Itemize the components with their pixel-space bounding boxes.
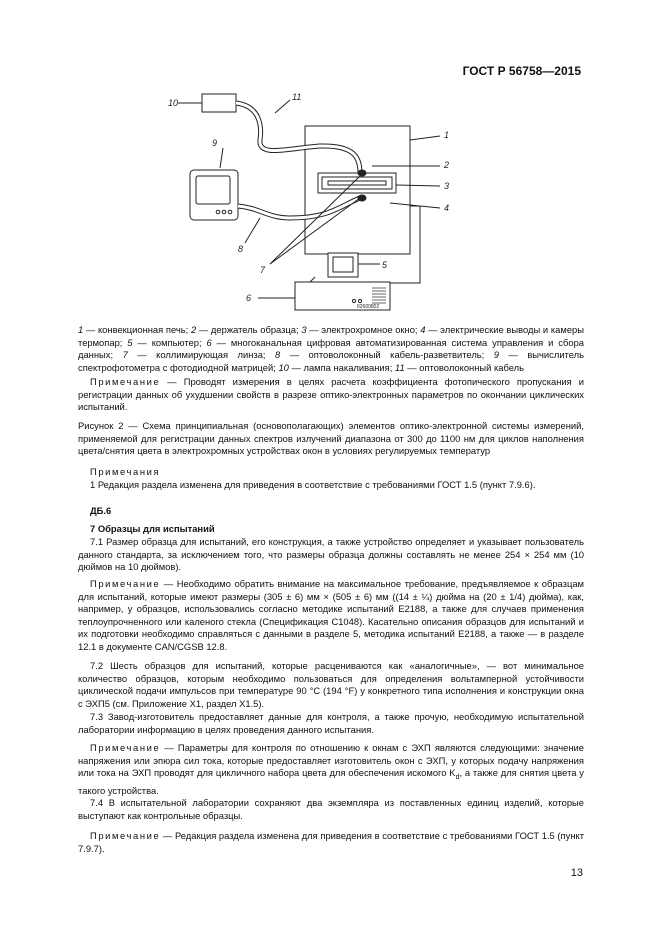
paragraph-7-4: 7.4 В испытательной лаборатории сохраняют два экземпляра из поставленных единиц изделий, которые выступают как контрольные образцы. [78,797,584,821]
note-7-4: Примечание — Редакция раздела изменена для приведения в соответствие с требованиями ГОСТ 1.5 (пункт 7.9.7). [78,830,584,854]
notes-heading: Примечания [90,466,161,477]
note-1: 1 Редакция раздела изменена для приведения в соответствие с требованиями ГОСТ 1.5 (пункт 7.9.6). [90,479,536,490]
legend-text: — многоканальная цифровая автоматизированная система управления и сбора данных; [78,336,584,361]
note-7-1: Примечание — Необходимо обратить внимание на максимальное требование, предъявляемое к образцам для испытаний, которые имеют размеры (305 ± 6) мм × (505 ± 6) мм ((14 ± ¼) дюйма на (20 ± 1/4) дюйма), как, например, у образцов, использовались согласно методике испытаний Е2188, а также для случаев применения теплоупрочненного или каленого стекла (Спецификация С1048). Касательно описания образцов для испытаний и их подготовки необходимо справляться с данными в разделе 5, методика испытаний Е2188, а также — в разделе 12.1 в документе CAN/CGSB 12.8. [78,578,584,652]
section-code: ДБ.6 [90,505,112,516]
callout-5: 5 [382,260,388,270]
figure-image-code: 62600802 [357,304,380,310]
figure-legend [78,324,584,374]
legend-number: 1 [78,324,84,335]
legend-number: 8 [275,349,281,361]
callout-3: 3 [444,181,450,191]
legend-number: 10 [278,361,289,373]
legend-number: 7 [122,349,128,361]
figure-caption: Рисунок 2 — Схема принципиальная (основополагающих) элементов оптико-электронной системы измерений, применяемой для регистрации данных спектров излучений диапазона от 300 до 1100 нм для циклов наполнения цвета/снятия цвета в электрохромных устройствах окон в условиях регулируемых температур [78,420,584,457]
paragraph-7-3: 7.3 Завод-изготовитель предоставляет данные для контроля, а также прочую, необходимую испытательной лаборатории информацию в целях проведения данного испытания. [78,711,584,735]
legend-text: — компьютер; [132,336,207,348]
callout-10: 10 [168,98,179,108]
legend-text: — оптоволоконный кабель-разветвитель; [280,349,494,361]
callout-11: 11 [292,92,302,102]
legend-number: 6 [206,336,212,348]
legend-text: — коллимирующая линза; [127,349,275,361]
legend-number: 3 [301,324,307,335]
callout-6: 6 [246,293,252,303]
legend-text: — конвекционная печь; [83,324,191,335]
paragraph-7-2: 7.2 Шесть образцов для испытаний, которые расцениваются как «аналогичные», — вот минимальное количество образцов, которым необходимо пользоваться для определения вольтамперной устойчивости циклической подачи импульсов при температуре 90 °С (194 °F) у конкретного типа исполнения и конструкции окна с ЭХП5 (см. Приложение Х1, раздел Х1.5). [78,660,584,709]
legend-text: — лампа накаливания; [288,361,395,373]
standard-header: ГОСТ Р 56758—2015 [462,64,581,78]
callout-1: 1 [444,130,450,140]
section-title: 7 Образцы для испытаний [90,523,215,534]
callout-9: 9 [212,138,218,148]
legend-text: — электрохромное окно; [306,324,421,335]
callout-8: 8 [238,244,244,254]
legend-number: 5 [127,336,133,348]
legend-text: — вычислитель спектрофотометра с фотодиодной матрицей; [78,349,585,373]
legend-text: — оптоволоконный кабель [404,361,525,373]
callout-4: 4 [444,203,450,213]
spectrometer-box [190,170,238,220]
schematic-figure [150,88,470,318]
legend-number: 4 [420,324,426,335]
figure-note: Примечание — Проводят измерения в целях расчета коэффициента фотопического пропускания и регистрации данных об ухудшении свойств в разрезе оптико-электронных параметров по окончании циклических испытаний. [78,376,584,413]
callout-7: 7 [260,265,266,275]
note-7-3: Примечание — Параметры для контроля по отношению к окнам с ЭХП являются следующими: значение напряжения или эпюра сил тока, которые предоставляет изготовитель окон с ЭХП, у которых подачу напряжения или тока на ЭХП проводят для цикличного набора цвета для обеспечения искомого $K_d$, а также для снятия цвета у такого устройства. [78,742,584,796]
legend-number: 11 [394,361,405,373]
lamp-box [202,94,236,112]
paragraph-7-1: 7.1 Размер образца для испытаний, его конструкция, а также устройство определяет и указывает пользователь данного стандарта, за исключением того, что размеры образца должны составлять не менее 254 × 254 мм (10 дюймов на 10 дюймов). [78,536,584,573]
legend-number: 2 [190,324,197,335]
legend-number: 9 [493,349,499,361]
page-number: 13 [570,867,583,879]
lens-top [358,170,366,176]
legend-text: — электрические выводы и камеры термопар; [78,324,584,348]
legend-text: — держатель образца; [196,324,302,335]
callout-2: 2 [444,160,450,170]
